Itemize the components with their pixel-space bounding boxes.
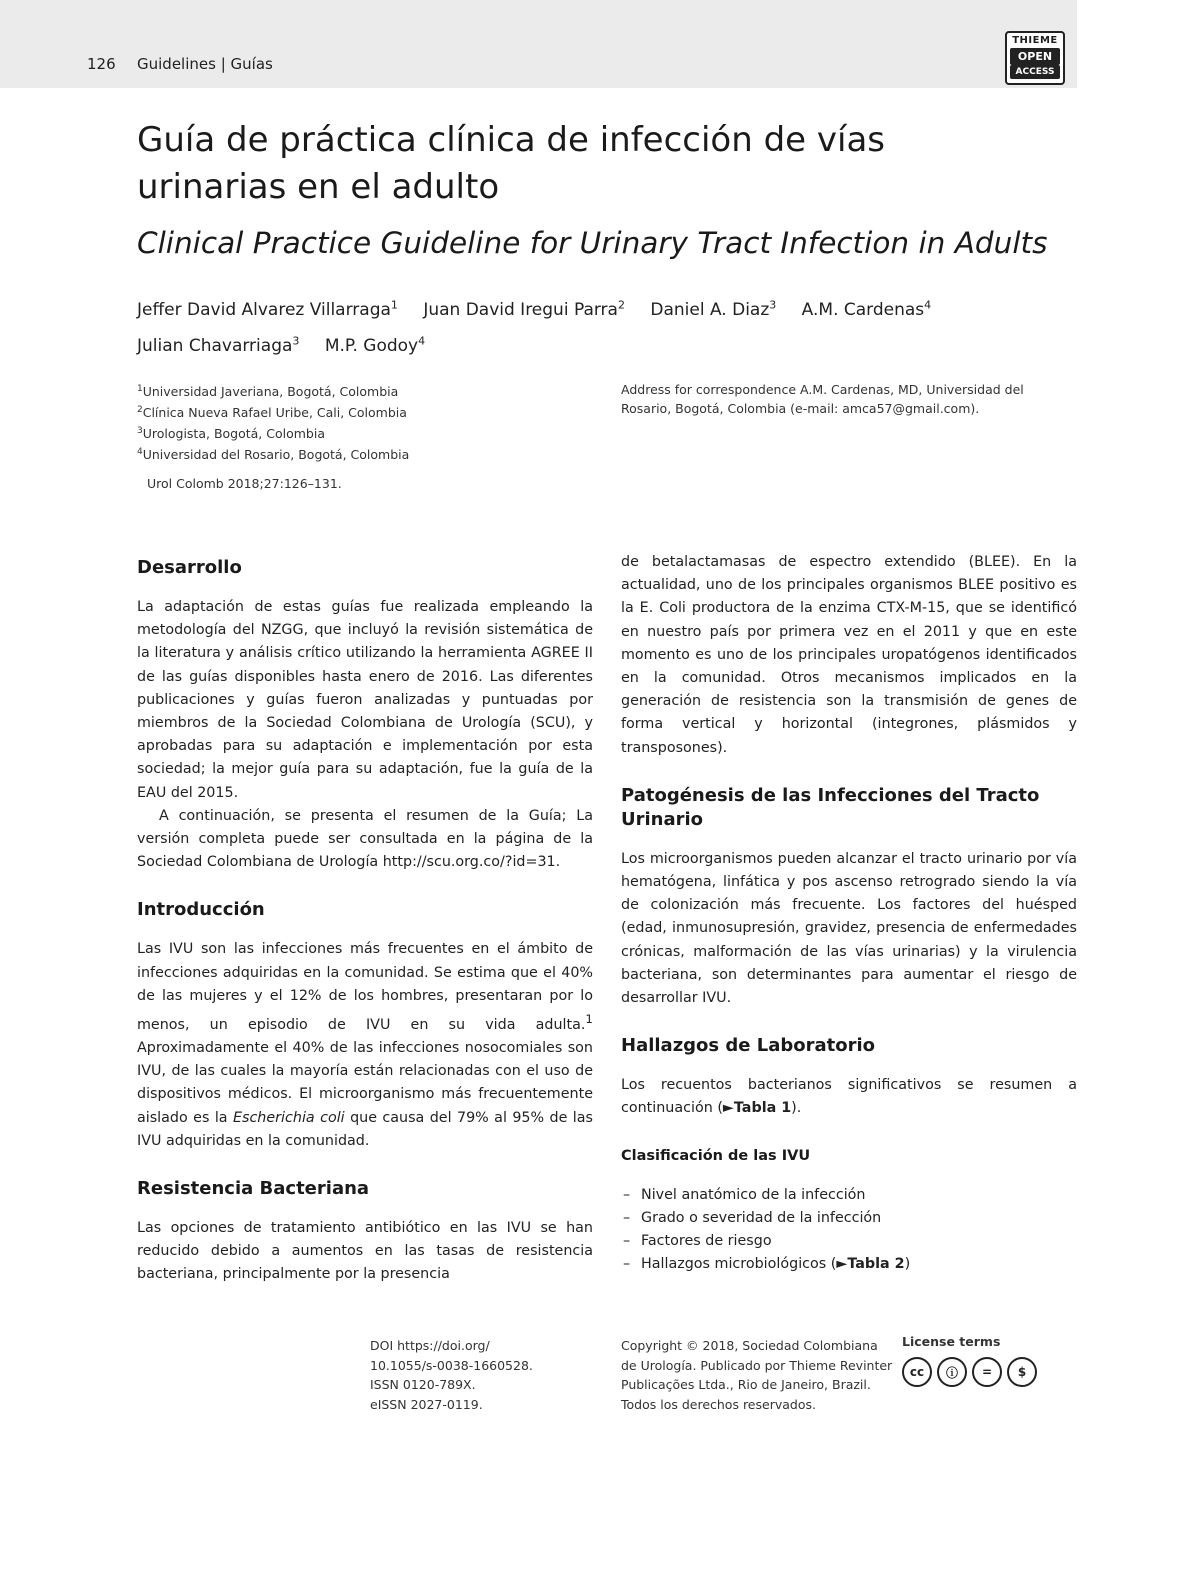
doi-line: DOI https://doi.org/ xyxy=(370,1338,490,1353)
affiliation: $^2$Clínica Nueva Rafael Uribe, Cali, Colombia xyxy=(137,405,407,421)
cc-nc-icon: $ xyxy=(1007,1357,1037,1387)
author: Juan David Iregui Parra$^2$ xyxy=(423,298,625,320)
cc-icon: cc xyxy=(902,1357,932,1387)
affiliation: $^4$Universidad del Rosario, Bogotá, Colombia xyxy=(137,447,410,463)
section-heading-patogenesis: Patogénesis de las Infecciones del Tracto Urinario xyxy=(621,784,1040,830)
article-title: Guía de práctica clínica de infección de vías urinarias en el adulto xyxy=(137,120,886,207)
list-item: – Factores de riesgo xyxy=(621,1230,1077,1253)
section-heading-resistencia: Resistencia Bacteriana xyxy=(137,1178,370,1200)
paragraph: La adaptación de estas guías fue realizada empleando la metodología del NZGG, que incluyó la revisión sistemática de la literatura y análisis crítico utilizando la herramienta AGREE II de las guías disponibles hasta enero de 2016. Las diferentes publicaciones y guías fueron analizadas y puntuadas por miembros de la Sociedad Colombiana de Urología (SCU), y aprobadas para su adaptación e implementación por esta sociedad; la mejor guía para su adaptación, fue la guía de la EAU del 2015. xyxy=(137,599,593,801)
cc-nd-icon: = xyxy=(972,1357,1002,1387)
affiliation: $^3$Urologista, Bogotá, Colombia xyxy=(137,426,325,442)
cc-icons xyxy=(902,1357,1062,1387)
paragraph: A continuación, se presenta el resumen de la Guía; La versión completa puede ser consultada en la página de la Sociedad Colombiana de Urología http://scu.org.co/?id=31. xyxy=(137,807,593,871)
thieme-open-access-logo xyxy=(1005,31,1065,85)
license-label: License terms xyxy=(902,1334,1001,1349)
author: M.P. Godoy$^4$ xyxy=(324,334,426,357)
page-number: 126 xyxy=(87,55,116,73)
list-item: – Hallazgos microbiológicos (►Tabla 2) xyxy=(621,1253,1077,1276)
section-heading-hallazgos: Hallazgos de Laboratorio xyxy=(621,1035,876,1057)
eissn-line: eISSN 2027-0119. xyxy=(370,1396,483,1412)
list-item: – Nivel anatómico de la infección xyxy=(621,1184,1077,1207)
table-2-link[interactable]: ►Tabla 2 xyxy=(836,1256,905,1273)
article-subtitle: Clinical Practice Guideline for Urinary Tract Infection in Adults xyxy=(137,226,1048,260)
license-terms xyxy=(902,1334,1062,1387)
paragraph: Las IVU son las infecciones más frecuentes en el ámbito de infecciones adquiridas en la comunidad. Se estima que el 40% de las mujeres y el 12% de los hombres, presentaran por lo menos, un episodio de IVU en su vida adulta.$^1$ Aproximadamente el 40% de las infecciones nosocomiales son IVU, de las cuales la mayoría están relacionadas con el uso de dispositivos médicos. El microorganismo más frecuentemente aislado es la Escherichia coli que causa del 79% al 95% de las IVU adquiridas en la comunidad. xyxy=(137,941,593,1149)
doi-line: 10.1055/s-0038-1660528. xyxy=(370,1357,533,1373)
section-heading-desarrollo: Desarrollo xyxy=(137,557,242,578)
author: Daniel A. Diaz$^3$ xyxy=(650,298,777,320)
issn-line: ISSN 0120-789X. xyxy=(370,1377,476,1392)
author-list xyxy=(137,289,1037,362)
right-column xyxy=(621,551,1077,1277)
logo-thieme-text: THIEME xyxy=(1012,35,1058,46)
classification-list xyxy=(621,1184,1077,1277)
paragraph: Los microorganismos pueden alcanzar el tracto urinario por vía hematógena, linfática y pos ascenso retrogrado siendo la vía de colonización más frecuente. Los factores del huésped (edad, inmunosupresión, gravidez, presencia de enfermedades crónicas, malformación de las vías urinarias) y la virulencia bacteriana, son determinantes para aumentar el riesgo de desarrollar IVU. xyxy=(621,850,1077,1007)
doi-block xyxy=(370,1336,590,1414)
citation: Urol Colomb 2018;27:126–131. xyxy=(147,476,342,491)
correspondence-address: Address for correspondence A.M. Cardenas, MD, Universidad del Rosario, Bogotá, Colombia (e-mail: amca57@gmail.com). xyxy=(621,382,1024,416)
list-item: – Grado o severidad de la infección xyxy=(621,1207,1077,1230)
author: Jeffer David Alvarez Villarraga$^1$ xyxy=(137,298,398,320)
affiliation: $^1$Universidad Javeriana, Bogotá, Colombia xyxy=(137,384,399,400)
cc-by-icon: ⓘ xyxy=(937,1357,967,1387)
logo-access-text: ACCESS xyxy=(1010,65,1060,79)
table-1-link[interactable]: ►Tabla 1 xyxy=(722,1100,792,1117)
subsection-heading-clasificacion: Clasificación de las IVU xyxy=(621,1147,811,1164)
paragraph: Las opciones de tratamiento antibiótico en las IVU se han reducido debido a aumentos en las tasas de resistencia bacteriana, principalmente por la presencia xyxy=(137,1220,593,1283)
section-label: Guidelines | Guías xyxy=(137,55,273,73)
copyright-notice: Copyright © 2018, Sociedad Colombiana de Urología. Publicado por Thieme Revinter Publicações Ltda., Rio de Janeiro, Brazil. Todos los derechos reservados. xyxy=(621,1338,893,1412)
paragraph: de betalactamasas de espectro extendido (BLEE). En la actualidad, uno de los principales organismos BLEE positivo es la E. Coli productora de la enzima CTX-M-15, que se identificó en nuestro país por primera vez en el 2011 y que en este momento es uno de los principales uropatógenos identificados en la comunidad. Otros mecanismos implicados en la generación de resistencia son la transmisión de genes de forma vertical y horizontal (integrones, plásmidos y transposones). xyxy=(621,554,1077,756)
section-heading-introduccion: Introducción xyxy=(137,899,265,921)
author: A.M. Cardenas$^4$ xyxy=(801,298,932,320)
logo-open-text: OPEN xyxy=(1010,48,1060,65)
header-band xyxy=(0,0,1077,88)
affiliations xyxy=(137,380,557,465)
left-column xyxy=(137,556,593,1287)
paragraph: Los recuentos bacterianos significativos se resumen a continuación (►Tabla 1). xyxy=(621,1077,1077,1117)
author: Julian Chavarriaga$^3$ xyxy=(137,334,300,357)
